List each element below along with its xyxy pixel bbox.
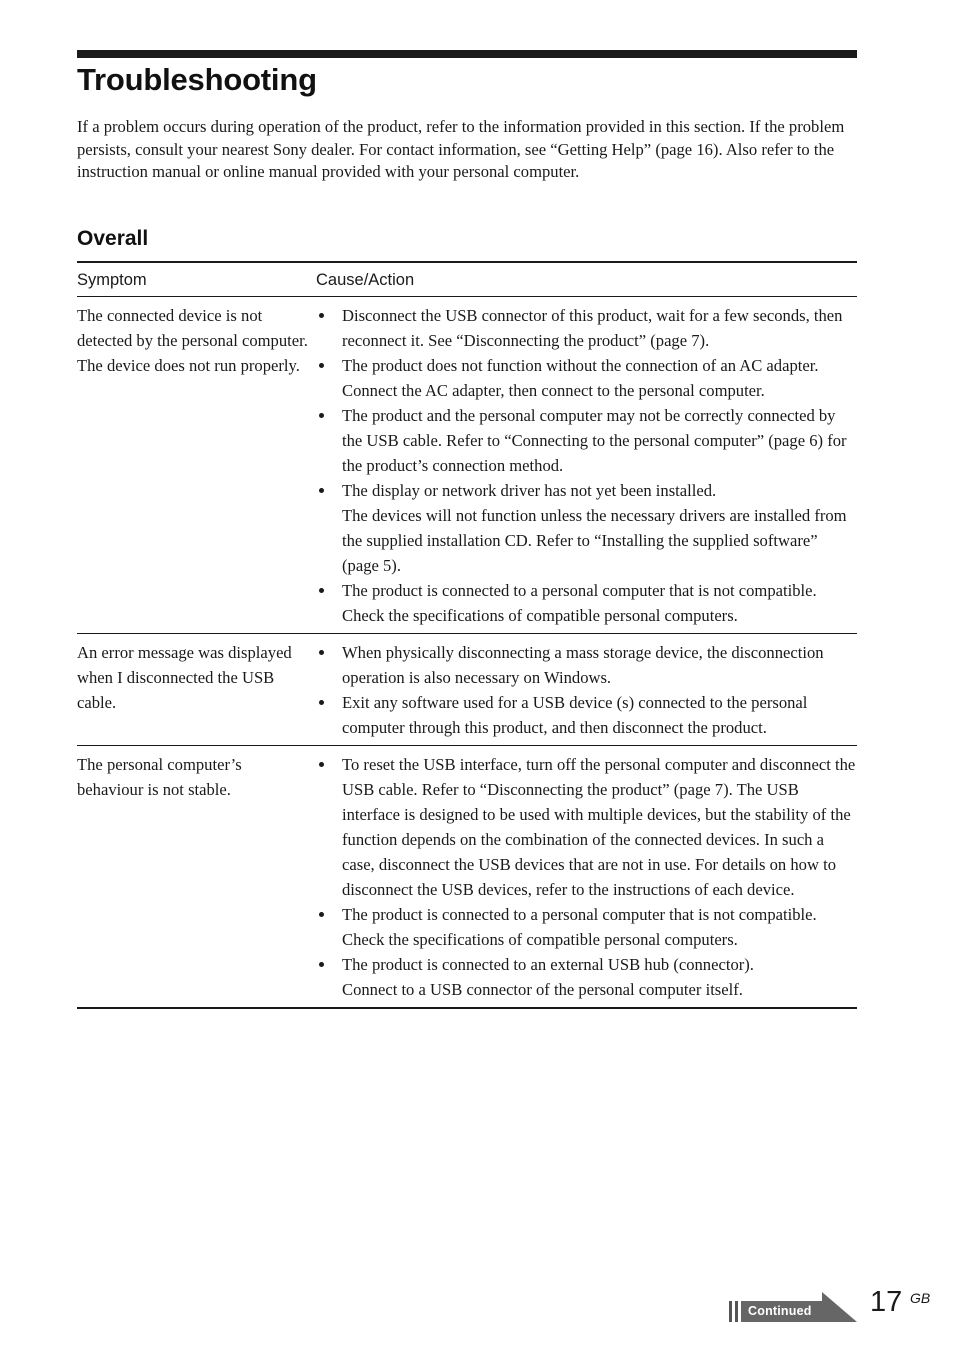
- action-text: Exit any software used for a USB device (s) connected to the personal computer through this product, and then disconnect the product.: [342, 693, 808, 737]
- action-text: The product is connected to a personal computer that is not compatible.: [342, 581, 817, 600]
- cause-cell: [316, 746, 857, 1009]
- action-text: When physically disconnecting a mass storage device, the disconnection operation is also necessary on Windows.: [342, 643, 824, 687]
- action-list: [316, 640, 857, 740]
- table-header-row: [77, 262, 857, 297]
- symptom-cell: An error message was displayed when I disconnected the USB cable.: [77, 634, 316, 746]
- cause-cell: [316, 297, 857, 634]
- page-footer: [729, 1286, 939, 1326]
- list-item: [316, 952, 857, 1002]
- header-rule: [77, 50, 857, 58]
- action-text: The product is connected to an external USB hub (connector).: [342, 955, 754, 974]
- action-text: The display or network driver has not yet been installed.: [342, 481, 717, 500]
- list-item: [316, 303, 857, 353]
- list-item: [316, 578, 857, 628]
- intro-paragraph: If a problem occurs during operation of the product, refer to the information provided in this section. If the problem persists, consult your nearest Sony dealer. For contact information, see “Getting Help” (page 16). Also refer to the instruction manual or online manual provided with your personal computer.: [77, 117, 845, 181]
- page-language-code: GB: [910, 1290, 931, 1306]
- table-row: [77, 746, 857, 1009]
- continued-label: Continued: [748, 1304, 812, 1318]
- list-item: [316, 478, 857, 578]
- section-heading: Overall: [77, 227, 149, 250]
- list-item: [316, 640, 857, 690]
- action-list: [316, 752, 857, 1002]
- action-note: Check the specifications of compatible personal computers.: [342, 930, 738, 949]
- action-note: Connect to a USB connector of the personal computer itself.: [342, 980, 743, 999]
- symptom-cell: The connected device is not detected by the personal computer. The device does not run properly.: [77, 306, 308, 375]
- table-row: [77, 297, 857, 634]
- column-header-cause: Cause/Action: [316, 262, 857, 297]
- column-header-symptom: Symptom: [77, 262, 316, 297]
- list-item: [316, 902, 857, 952]
- action-text: The product does not function without the connection of an AC adapter. Connect the AC adapter, then connect to the personal computer.: [342, 356, 819, 400]
- action-text: To reset the USB interface, turn off the personal computer and disconnect the USB cable. Refer to “Disconnecting the product” (page 7). The USB interface is designed to be used with multiple devices, but the stability of the function depends on the combination of the connected devices. In such a case, disconnect the USB devices that are not in use. For details on how to disconnect the USB devices, refer to the instructions of each device.: [342, 755, 856, 899]
- action-text: The product is connected to a personal computer that is not compatible.: [342, 905, 817, 924]
- page-title: Troubleshooting: [77, 62, 317, 97]
- list-item: [316, 752, 857, 902]
- list-item: [316, 353, 857, 403]
- list-item: [316, 690, 857, 740]
- action-list: [316, 303, 857, 628]
- table-row: [77, 634, 857, 746]
- page-number: 17: [870, 1286, 903, 1318]
- action-text: Disconnect the USB connector of this product, wait for a few seconds, then reconnect it. See “Disconnecting the product” (page 7).: [342, 306, 843, 350]
- cause-cell: [316, 634, 857, 746]
- symptom-cell: The personal computer’s behaviour is not stable.: [77, 746, 316, 1009]
- action-note: Check the specifications of compatible personal computers.: [342, 606, 738, 625]
- list-item: [316, 403, 857, 478]
- action-note: The devices will not function unless the necessary drivers are installed from the supplied installation CD. Refer to “Installing the supplied software” (page 5).: [342, 506, 847, 575]
- action-text: The product and the personal computer may not be correctly connected by the USB cable. Refer to “Connecting to the personal computer” (page 6) for the product’s connection method.: [342, 406, 847, 475]
- troubleshooting-table: [77, 261, 857, 1009]
